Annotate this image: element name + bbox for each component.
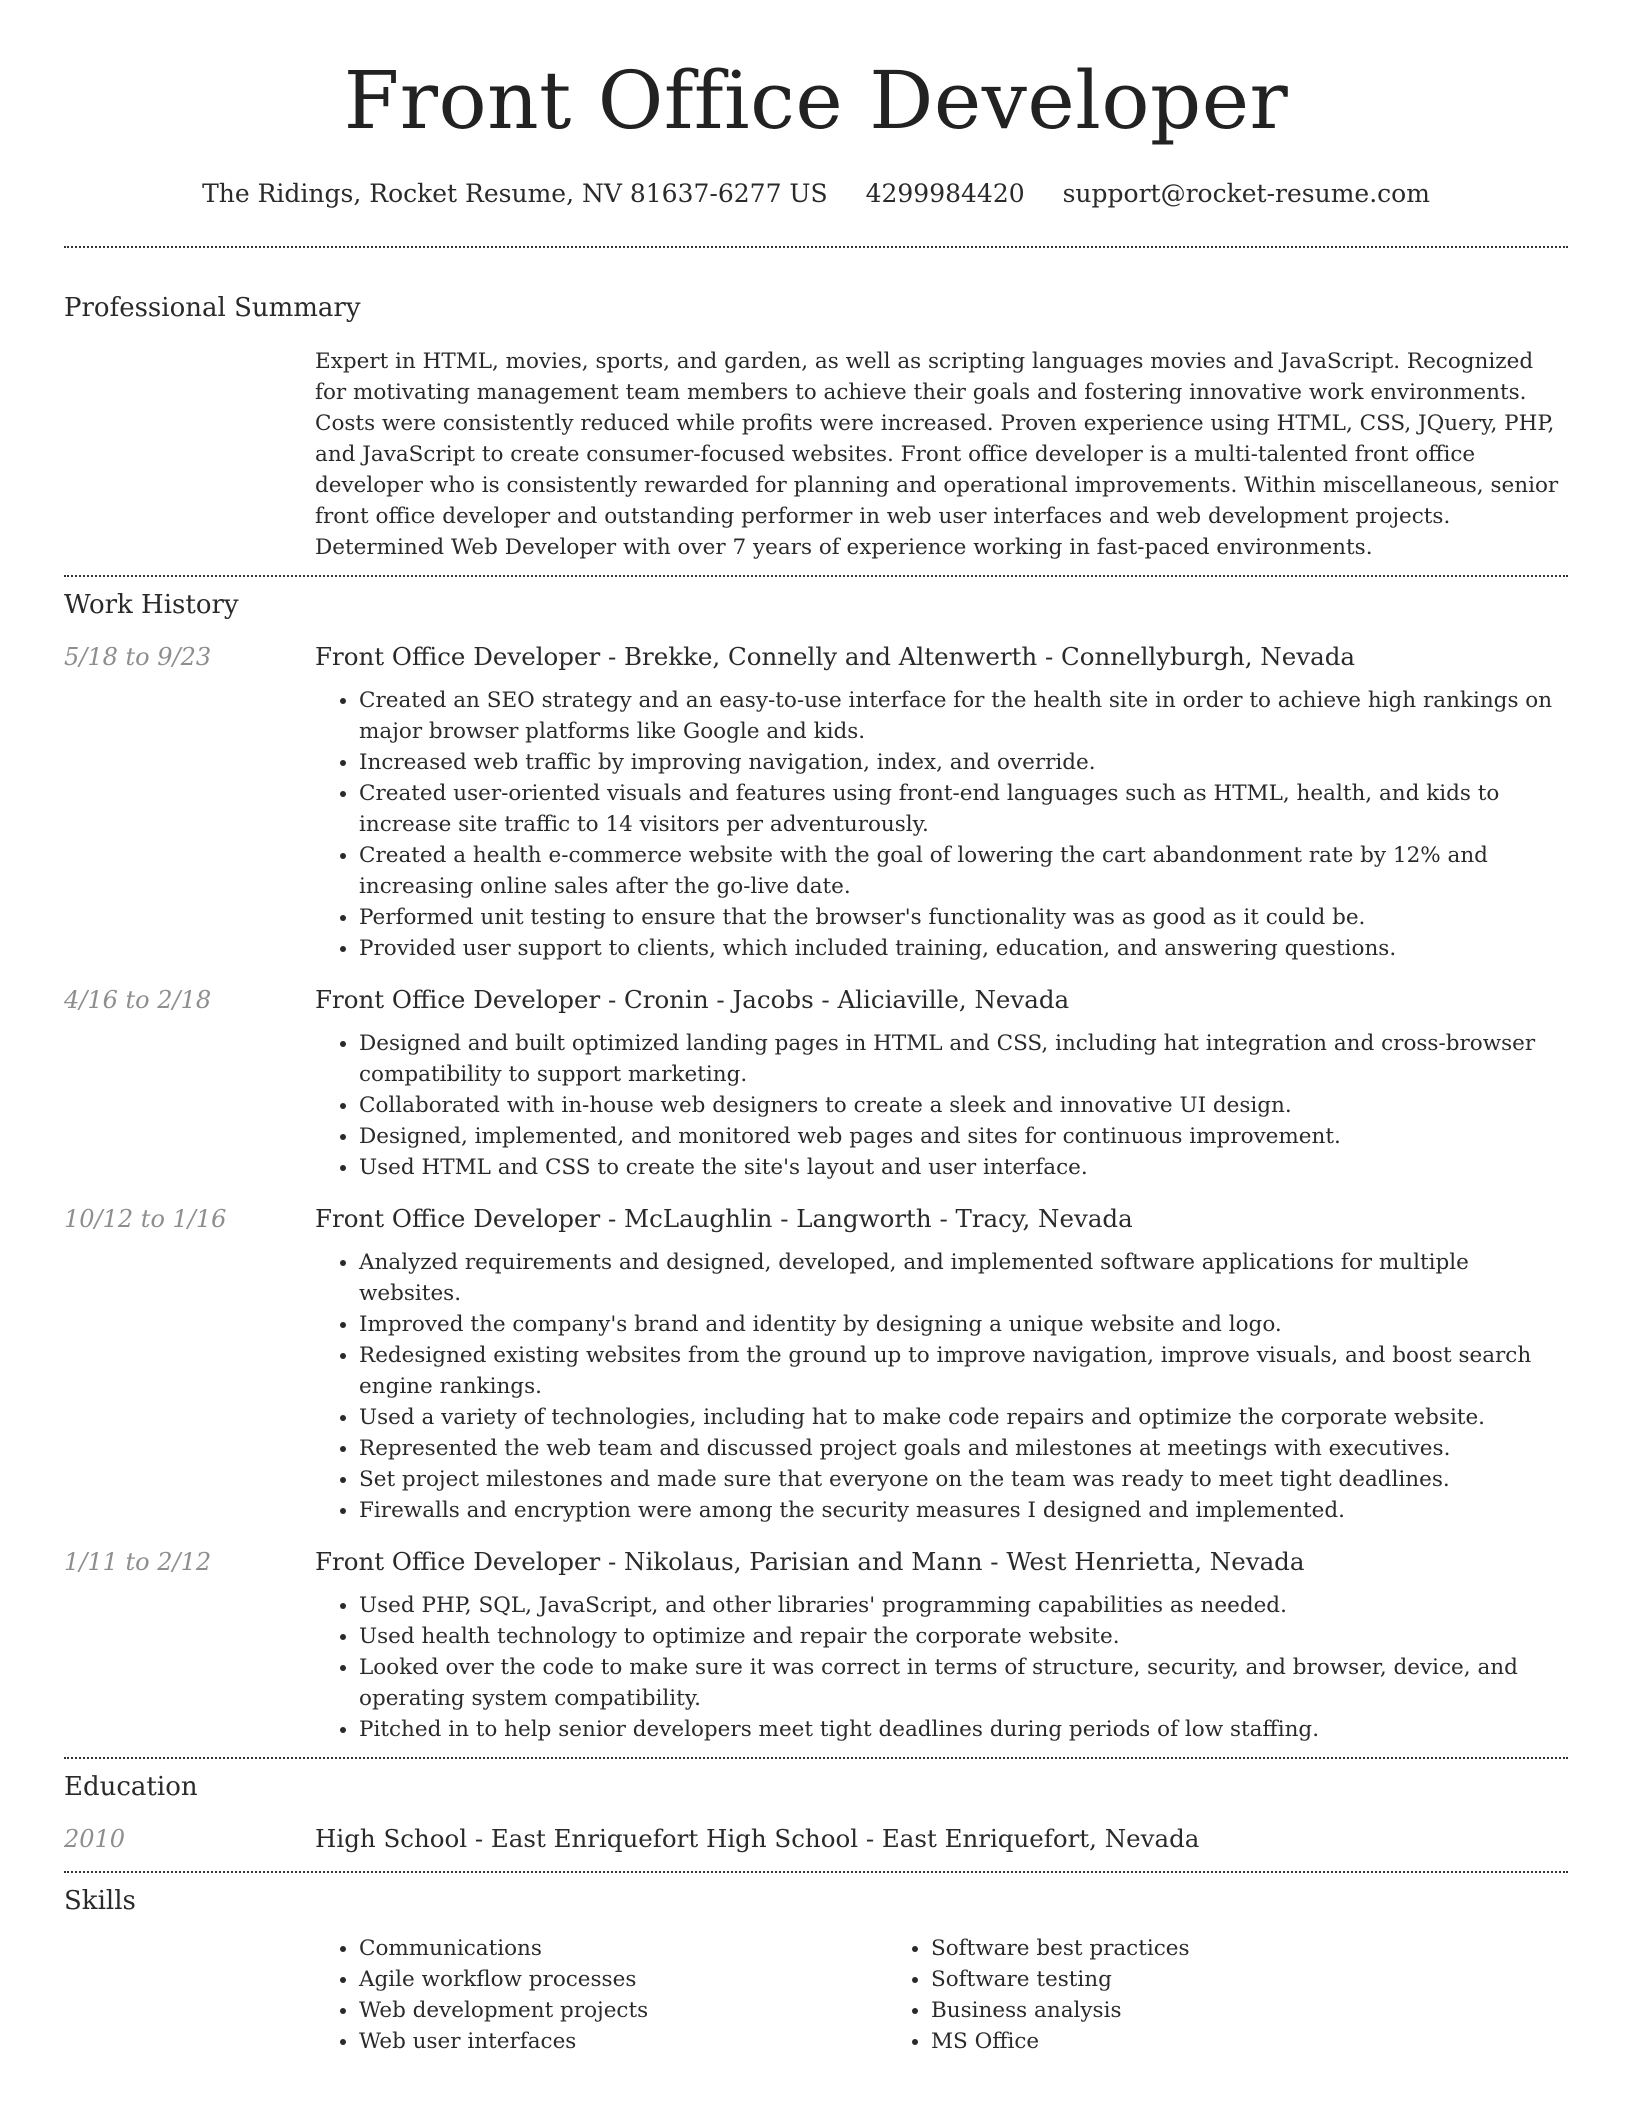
job-bullet: • Collaborated with in-house web designers to create a sleek and innovative UI design. — [359, 1090, 1568, 1121]
job-bullet: • Used a variety of technologies, including hat to make code repairs and optimize the corporate website. — [359, 1402, 1568, 1433]
summary-section — [64, 248, 1568, 575]
job-bullet: • Used HTML and CSS to create the site's layout and user interface. — [359, 1152, 1568, 1183]
skills-list-left — [315, 1933, 887, 2057]
job-bullet: • Pitched in to help senior developers meet tight deadlines during periods of low staffing. — [359, 1714, 1568, 1745]
skills-grid — [315, 1933, 1568, 2057]
skill-item: • MS Office — [931, 2026, 1459, 2057]
job-title: Front Office Developer - Nikolaus, Parisian and Mann - West Henrietta, Nevada — [315, 1547, 1305, 1576]
job-body — [315, 639, 1568, 964]
skill-item: • Software testing — [931, 1964, 1459, 1995]
work-history-heading: Work History — [64, 590, 239, 620]
job-entry — [64, 639, 1568, 964]
job-bullet: • Provided user support to clients, which included training, education, and answering questions. — [359, 933, 1568, 964]
job-bullet: • Used PHP, SQL, JavaScript, and other libraries' programming capabilities as needed. — [359, 1590, 1568, 1621]
education-title: High School - East Enriquefort High School - East Enriquefort, Nevada — [315, 1824, 1200, 1853]
email-text: support@rocket-resume.com — [1062, 179, 1430, 208]
job-title: Front Office Developer - McLaughlin - Langworth - Tracy, Nevada — [315, 1204, 1133, 1233]
job-title: Front Office Developer - Cronin - Jacobs - Aliciaville, Nevada — [315, 985, 1070, 1014]
job-bullet: • Increased web traffic by improving navigation, index, and override. — [359, 747, 1568, 778]
education-year: 2010 — [64, 1825, 126, 1853]
job-entry — [64, 1544, 1568, 1745]
job-bullet-list — [315, 1247, 1568, 1526]
job-bullet-list — [315, 685, 1568, 964]
job-bullet-list — [315, 1590, 1568, 1745]
job-bullet: • Redesigned existing websites from the ground up to improve navigation, improve visuals, and boost search engine rankings. — [359, 1340, 1568, 1402]
job-entry — [64, 1201, 1568, 1526]
job-bullet: • Created user-oriented visuals and features using front-end languages such as HTML, health, and kids to increase site traffic to 14 visitors per adventurously. — [359, 778, 1568, 840]
job-bullet: • Set project milestones and made sure that everyone on the team was ready to meet tight deadlines. — [359, 1464, 1568, 1495]
skill-item: • Software best practices — [931, 1933, 1459, 1964]
skill-item: • Communications — [359, 1933, 887, 1964]
contact-line — [64, 176, 1568, 212]
job-bullet: • Designed and built optimized landing pages in HTML and CSS, including hat integration and cross-browser compatibility to support marketing. — [359, 1028, 1568, 1090]
job-entry — [64, 982, 1568, 1183]
summary-text: Expert in HTML, movies, sports, and garden, as well as scripting languages movies and JavaScript. Recognized for motivating management team members to achieve their goals and fostering innovative work environments. Costs were consistently reduced while profits were increased. Proven experience using HTML, CSS, JQuery, PHP, and JavaScript to create consumer-focused websites. Front office developer is a multi-talented front office developer who is consistently rewarded for planning and operational improvements. Within miscellaneous, senior front office developer and outstanding performer in web user interfaces and web development projects. Determined Web Developer with over 7 years of experience working in fast-paced environments. — [315, 349, 1559, 560]
address-text: The Ridings, Rocket Resume, NV 81637-6277 US — [202, 179, 828, 208]
job-dates: 10/12 to 1/16 — [64, 1205, 227, 1233]
summary-heading: Professional Summary — [64, 293, 361, 323]
job-bullet: • Improved the company's brand and identity by designing a unique website and logo. — [359, 1309, 1568, 1340]
education-section — [64, 1759, 1568, 1871]
skill-item: • Business analysis — [931, 1995, 1459, 2026]
skill-item: • Agile workflow processes — [359, 1964, 887, 1995]
job-dates: 1/11 to 2/12 — [64, 1548, 212, 1576]
job-dates: 5/18 to 9/23 — [64, 643, 212, 671]
education-heading: Education — [64, 1772, 198, 1802]
job-bullet-list — [315, 1028, 1568, 1183]
skills-heading: Skills — [64, 1886, 136, 1916]
phone-text: 4299984420 — [865, 179, 1025, 208]
resume-header — [64, 0, 1568, 212]
job-dates: 4/16 to 2/18 — [64, 986, 212, 1014]
job-bullet: • Looked over the code to make sure it was correct in terms of structure, security, and browser, device, and operating system compatibility. — [359, 1652, 1568, 1714]
skills-list-right — [887, 1933, 1459, 2057]
job-bullet: • Firewalls and encryption were among the security measures I designed and implemented. — [359, 1495, 1568, 1526]
job-body — [315, 1201, 1568, 1526]
page-title: Front Office Developer — [343, 54, 1289, 147]
skills-section — [64, 1873, 1568, 2057]
job-bullet: • Created a health e-commerce website with the goal of lowering the cart abandonment rate by 12% and increasing online sales after the go-live date. — [359, 840, 1568, 902]
job-bullet: • Performed unit testing to ensure that the browser's functionality was as good as it could be. — [359, 902, 1568, 933]
skill-item: • Web development projects — [359, 1995, 887, 2026]
job-bullet: • Designed, implemented, and monitored web pages and sites for continuous improvement. — [359, 1121, 1568, 1152]
job-body — [315, 1544, 1568, 1745]
work-history-section — [64, 577, 1568, 1745]
education-entry — [64, 1821, 1568, 1871]
job-bullet: • Analyzed requirements and designed, developed, and implemented software applications for multiple websites. — [359, 1247, 1568, 1309]
job-bullet: • Used health technology to optimize and repair the corporate website. — [359, 1621, 1568, 1652]
job-title: Front Office Developer - Brekke, Connelly and Altenwerth - Connellyburgh, Nevada — [315, 642, 1355, 671]
skill-item: • Web user interfaces — [359, 2026, 887, 2057]
job-body — [315, 982, 1568, 1183]
job-bullet: • Represented the web team and discussed project goals and milestones at meetings with executives. — [359, 1433, 1568, 1464]
job-bullet: • Created an SEO strategy and an easy-to-use interface for the health site in order to achieve high rankings on major browser platforms like Google and kids. — [359, 685, 1568, 747]
